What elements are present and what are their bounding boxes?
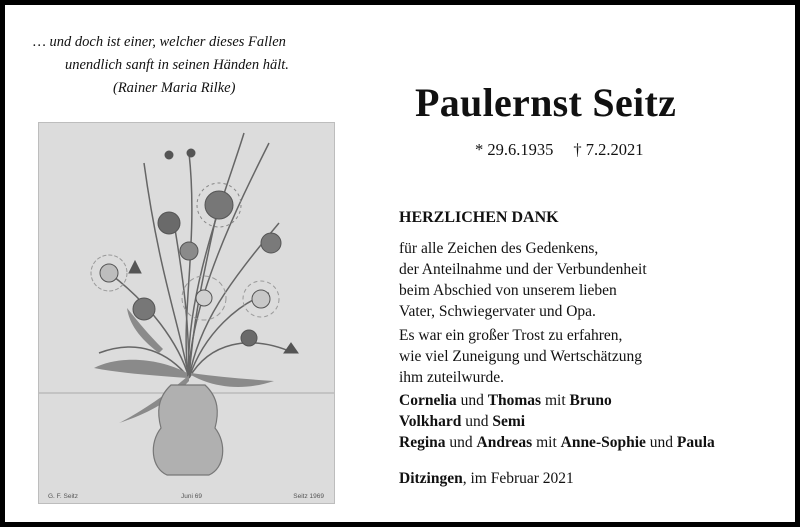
life-dates — [475, 140, 644, 160]
paragraph-line: beim Abschied von unserem lieben — [399, 282, 617, 299]
birth-date: * 29.6.1935 — [475, 140, 554, 159]
family-name: Paula — [676, 434, 715, 451]
date: , im Februar 2021 — [462, 470, 574, 487]
conjunction: mit — [544, 392, 566, 409]
conjunction: und — [460, 392, 484, 409]
thanks-paragraph-2 — [399, 325, 642, 388]
family-name: Volkhard — [399, 413, 462, 430]
flower-vase-drawing — [39, 123, 335, 504]
paragraph-line: Es war ein großer Trost zu erfahren, — [399, 327, 623, 344]
painting-signature-middle: Juni 69 — [181, 493, 202, 500]
deceased-name: Paulernst Seitz — [415, 80, 677, 125]
conjunction: und — [649, 434, 674, 451]
painting-signature-left: G. F. Seitz — [48, 493, 78, 500]
family-name: Anne-Sophie — [560, 434, 646, 451]
paragraph-line: wie viel Zuneigung und Wertschätzung — [399, 348, 642, 365]
thanks-heading: HERZLICHEN DANK — [399, 209, 559, 226]
family-name: Regina — [399, 434, 446, 451]
family-row-3 — [399, 432, 715, 453]
painting-signature-right: Seitz 1969 — [293, 493, 324, 500]
conjunction: mit — [536, 434, 557, 451]
family-signatures — [399, 390, 715, 453]
family-name: Thomas — [487, 392, 542, 409]
conjunction: und — [449, 434, 473, 451]
family-name: Andreas — [476, 434, 533, 451]
family-name: Semi — [492, 413, 526, 430]
place-and-date — [399, 470, 574, 488]
place: Ditzingen — [399, 470, 463, 487]
flower-painting — [38, 122, 335, 504]
paragraph-line: für alle Zeichen des Gedenkens, — [399, 240, 599, 257]
paragraph-line: ihm zuteilwurde. — [399, 369, 505, 386]
quote-author: (Rainer Maria Rilke) — [113, 80, 236, 96]
family-row-2 — [399, 411, 715, 432]
paragraph-line: Vater, Schwiegervater und Opa. — [399, 303, 596, 320]
quote-line-2: unendlich sanft in seinen Händen hält. — [65, 57, 289, 73]
family-name: Bruno — [569, 392, 612, 409]
paragraph-line: der Anteilnahme und der Verbundenheit — [399, 261, 647, 278]
family-name: Cornelia — [399, 392, 457, 409]
death-date: † 7.2.2021 — [573, 140, 644, 159]
family-row-1 — [399, 390, 715, 411]
quote-line-1: … und doch ist einer, welcher dieses Fallen — [33, 34, 286, 50]
thanks-paragraph-1 — [399, 238, 647, 322]
conjunction: und — [465, 413, 489, 430]
